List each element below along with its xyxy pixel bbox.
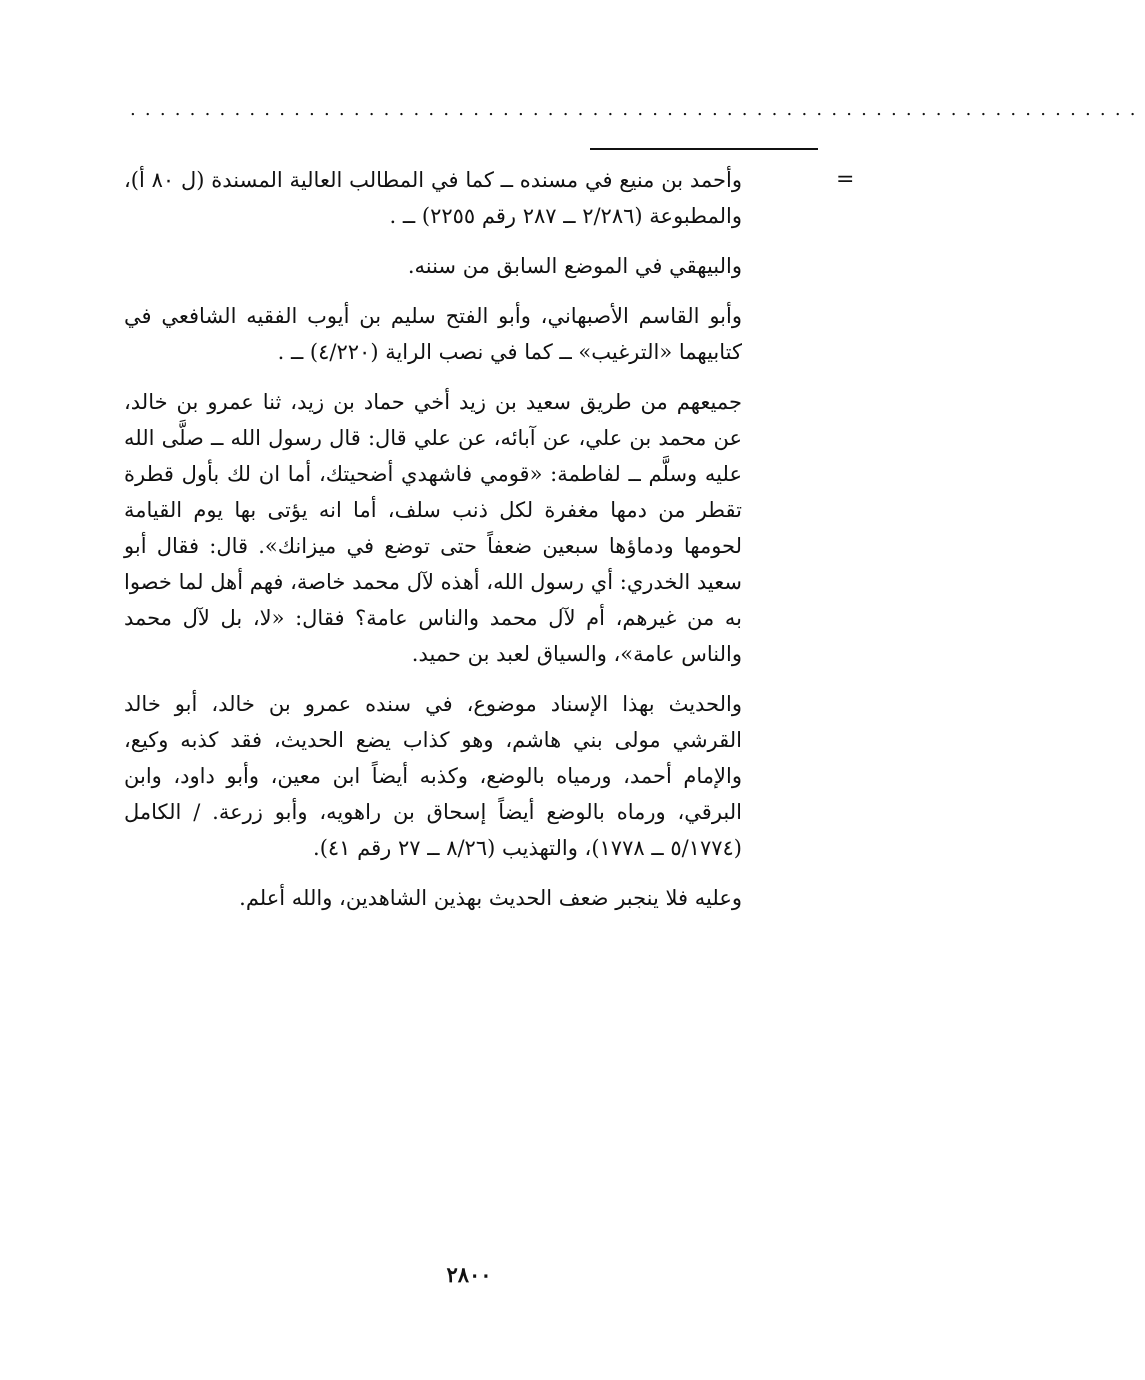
paragraph-hadith-text: جميعهم من طريق سعيد بن زيد أخي حماد بن زيد، ثنا عمرو بن خالد، عن محمد بن علي، عن آبائه، عن علي قال: قال رسول الله ــ صلَّى الله عليه وسلَّم ــ لفاطمة: «قومي فاشهدي أضحيتك، أما ان لك بأول قطرة تقطر من دمها مغفرة لكل ذنب سلف، أما انه يؤتى بها يوم القيامة لحومها ودماؤها سبعين ضعفاً حتى توضع في ميزانك». قال: فقال أبو سعيد الخدري: أي رسول الله، أهذه لآل محمد خاصة، فهم أهل لما خصوا به من غيرهم، أم لآل محمد والناس عامة؟ فقال: «لا، بل لآل محمد والناس عامة»، والسياق لعبد بن حميد.	[124, 390, 742, 666]
dot-leader: ....................................................................	[130, 99, 1145, 120]
paragraph-asbahani: وأبو القاسم الأصبهاني، وأبو الفتح سليم بن أيوب الفقيه الشافعي في كتابيهما «الترغيب» ــ كما في نصب الراية (٤/٢٢٠) ــ .	[124, 304, 742, 364]
page-number: ٢٨٠٠	[446, 1262, 492, 1287]
paragraph-bayhaqi: والبيهقي في الموضع السابق من سننه.	[407, 254, 742, 278]
paragraph-isnad-critique: والحديث بهذا الإسناد موضوع، في سنده عمرو بن خالد، أبو خالد القرشي مولى بني هاشم، وهو كذاب يضع الحديث، فقد كذبه وكيع، والإمام أحمد، ورمياه بالوضع، وكذبه أيضاً ابن معين، وأبو داود، وابن البرقي، ورماه بالوضع أيضاً إسحاق بن راهويه، وأبو زرعة. / الكامل (٥/١٧٧٤ ــ ١٧٧٨)، والتهذيب (٨/٢٦ ــ ٢٧ رقم ٤١).	[124, 692, 742, 860]
continuation-mark: =	[836, 167, 855, 192]
footnote-rule	[590, 148, 818, 150]
paragraph-conclusion: وعليه فلا ينجبر ضعف الحديث بهذين الشاهدين، والله أعلم.	[239, 886, 742, 910]
paragraph-musnad-ahmad-ibn-mani: وأحمد بن منيع في مسنده ــ كما في المطالب العالية المسندة (ل ٨٠ أ)، والمطبوعة (٢/٢٨٦ ــ ٢٨٧ رقم ٢٢٥٥) ــ .	[124, 168, 742, 228]
footnote-body	[124, 162, 742, 930]
